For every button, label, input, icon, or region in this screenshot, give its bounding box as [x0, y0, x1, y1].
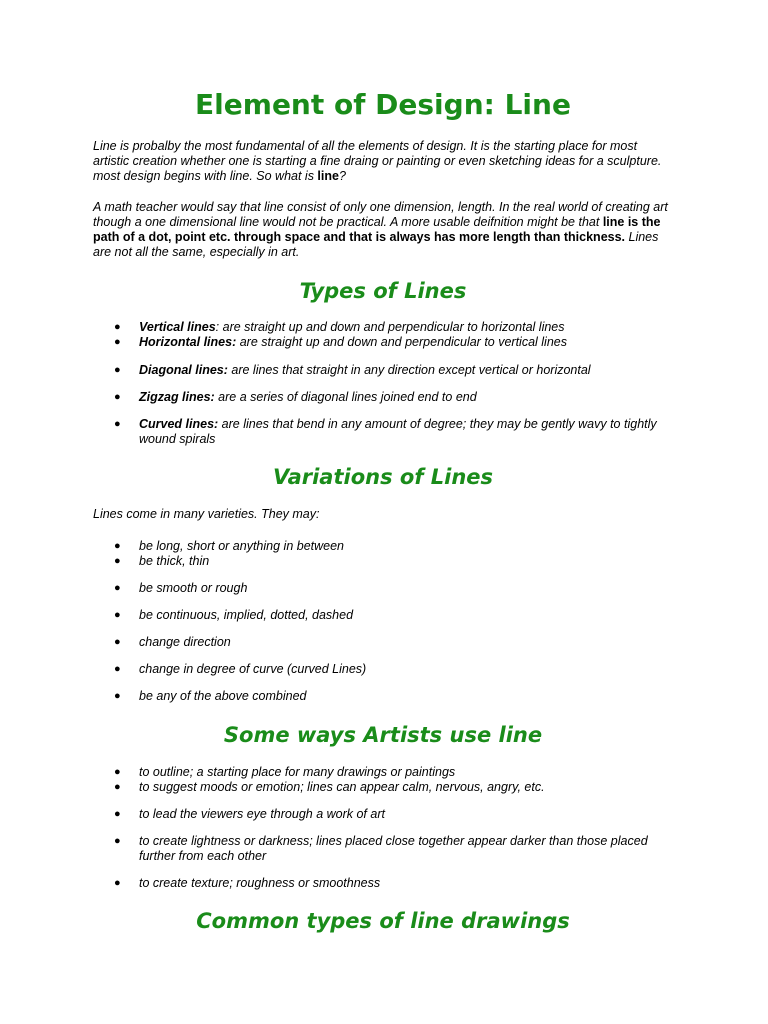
uses-list-item: [114, 834, 673, 864]
bullet-icon: ●: [114, 663, 121, 675]
intro-paragraph-1: [93, 139, 673, 184]
uses-list-item: [114, 765, 673, 780]
uses-list-item: [114, 876, 673, 891]
uses-item-text: to create texture; roughness or smoothness: [139, 876, 381, 890]
uses-item-text: to suggest moods or emotion; lines can appear calm, nervous, angry, etc.: [139, 780, 545, 794]
variations-list-item: [114, 608, 673, 623]
intro-p1-bold: line: [317, 169, 339, 183]
intro-paragraph-2: [93, 200, 673, 260]
uses-item-text: to lead the viewers eye through a work of art: [139, 807, 385, 821]
types-item-term: Vertical lines: [139, 320, 216, 334]
variations-item-text: be smooth or rough: [139, 581, 248, 595]
bullet-icon: ●: [114, 690, 121, 702]
variations-intro: Lines come in many varieties. They may:: [93, 507, 320, 521]
types-item-desc: : are straight up and down and perpendicular to horizontal lines: [215, 320, 565, 334]
variations-heading: Variations of Lines: [272, 465, 494, 489]
types-item-desc: are lines that straight in any direction except vertical or horizontal: [227, 363, 591, 377]
variations-item-text: be thick, thin: [139, 554, 210, 568]
uses-item-text: to create lightness or darkness; lines placed close together appear darker than those placed further from each other: [139, 834, 648, 863]
types-item-term: Zigzag lines:: [139, 390, 215, 404]
intro-p2-text: A math teacher would say that line consist of only one dimension, length. In the real world of creating art though a one dimensional line would not be practical. A more usable deifnition might be that: [93, 200, 668, 229]
variations-item-text: be continuous, implied, dotted, dashed: [139, 608, 354, 622]
bullet-icon: ●: [114, 781, 121, 793]
types-list-item: [114, 363, 673, 378]
page-title: Element of Design: Line: [195, 88, 571, 121]
uses-list-item: [114, 780, 673, 795]
types-item-desc: are straight up and down and perpendicular to vertical lines: [236, 335, 567, 349]
intro-p1-text: Line is probalby the most fundamental of all the elements of design. It is the starting place for most artistic creation whether one is starting a fine draing or painting or even sketching ideas for a sculpture. most design begins with line. So what is: [93, 139, 662, 183]
uses-item-text: to outline; a starting place for many drawings or paintings: [139, 765, 456, 779]
types-list-item: [114, 390, 673, 405]
bullet-icon: ●: [114, 808, 121, 820]
bullet-icon: ●: [114, 418, 121, 430]
bullet-icon: ●: [114, 555, 121, 567]
variations-list-item: [114, 581, 673, 596]
variations-item-text: change direction: [139, 635, 231, 649]
types-item-desc: are lines that bend in any amount of degree; they may be gently wavy to tightly wound spirals: [139, 417, 657, 446]
variations-list-item: [114, 539, 673, 554]
types-list-item: [114, 417, 673, 447]
variations-list-item: [114, 662, 673, 677]
bullet-icon: ●: [114, 321, 121, 333]
intro-p2-bold: line is the path of a dot, point etc. through space and that is always has more length than thickness.: [93, 215, 661, 244]
bullet-icon: ●: [114, 609, 121, 621]
variations-list-item: [114, 689, 673, 704]
types-list-item: [114, 320, 673, 335]
types-heading: Types of Lines: [299, 279, 467, 303]
uses-heading: Some ways Artists use line: [223, 723, 543, 747]
intro-p2-end: Lines are not all the same, especially in art.: [93, 230, 659, 259]
bullet-icon: ●: [114, 877, 121, 889]
bullet-icon: ●: [114, 835, 121, 847]
types-item-term: Curved lines:: [139, 417, 219, 431]
bullet-icon: ●: [114, 391, 121, 403]
uses-list-item: [114, 807, 673, 822]
bullet-icon: ●: [114, 540, 121, 552]
bullet-icon: ●: [114, 636, 121, 648]
types-item-term: Horizontal lines:: [139, 335, 237, 349]
drawings-heading: Common types of line drawings: [196, 909, 570, 933]
intro-p1-end: ?: [338, 169, 346, 183]
variations-item-text: be long, short or anything in between: [139, 539, 344, 553]
bullet-icon: ●: [114, 582, 121, 594]
bullet-icon: ●: [114, 364, 121, 376]
bullet-icon: ●: [114, 766, 121, 778]
variations-item-text: change in degree of curve (curved Lines): [139, 662, 367, 676]
variations-list-item: [114, 554, 673, 569]
types-item-term: Diagonal lines:: [139, 363, 228, 377]
bullet-icon: ●: [114, 336, 121, 348]
variations-list-item: [114, 635, 673, 650]
types-list-item: [114, 335, 673, 350]
types-item-desc: are a series of diagonal lines joined end to end: [214, 390, 477, 404]
variations-item-text: be any of the above combined: [139, 689, 307, 703]
